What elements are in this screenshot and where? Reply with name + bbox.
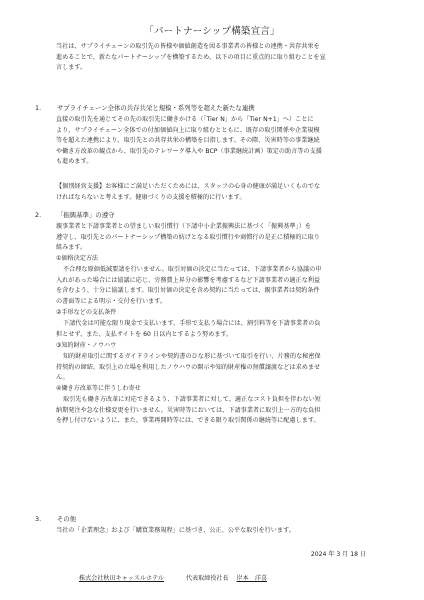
intro-paragraph xyxy=(56,42,326,74)
section-1-heading xyxy=(35,103,255,113)
section-2-heading xyxy=(35,210,115,220)
item-workstyle-line: を押し付けないように、また、事業再開時等には、できる限り取引関係の継続等に配慮します。 xyxy=(56,417,320,425)
section-3-body xyxy=(56,526,295,537)
section-3-number: 3. xyxy=(35,515,42,523)
item-workstyle-body xyxy=(56,395,321,427)
section-1-line: 直接の取引先を通じてその先の取引先に働きかける（「Tier N」から「Tier N+1」へ）ことに xyxy=(56,116,314,123)
section-3-title: その他 xyxy=(57,515,77,523)
intro-line: 当社は、サプライチェーンの取引先の皆様や価値創造を図る事業者の皆様との連携・共存共栄を xyxy=(56,43,320,50)
section-1-note-line: ければならないと考えます。健康づくりの支援を積極的に行います。 xyxy=(56,193,246,201)
section-2-number: 2. xyxy=(35,211,42,219)
section-1-line: 等を超えた連携により、取引先との共存共栄の構築を目指します。その際、災害時等の事業継続 xyxy=(56,137,320,145)
item-workstyle-label: ④働き方改革等に伴うしわ寄せ xyxy=(56,385,141,392)
section-1-note-line: 【個別経営支援】お客様にご満足いただくためには、スタッフの心身の健康が満足いくものでな xyxy=(56,183,321,190)
section-2-body xyxy=(56,222,320,254)
section-2-line: 遵守し、取引先とのパートナーシップ構築の妨げとなる取引慣行や商慣行の是正に積極的に取り xyxy=(56,233,320,241)
section-2-line: 親事業者と下請事業者との望ましい取引慣行（下請中小企業振興法に基づく「振興基準」）を xyxy=(56,223,311,230)
item-price-body xyxy=(56,265,322,307)
section-2-title: 「振興基準」の遵守 xyxy=(57,211,115,219)
representative-title: 代表取締役社長 xyxy=(185,575,229,582)
section-3-heading xyxy=(35,514,76,524)
section-1-line: より、サプライチェーン全体での付加価値向上に取り組むとともに、既存の取引関係や企業規模 xyxy=(56,126,320,134)
item-ip-line: ん。 xyxy=(56,374,69,382)
item-ip-label: ③知的財産・ノウハウ xyxy=(56,342,117,349)
item-payment-line: 下請代金は可能な限り現金で支払います。手形で支払う場合には、割引料等を下請事業者の負 xyxy=(63,320,321,327)
item-price-label: ①価格決定方法 xyxy=(56,255,99,262)
item-price-line: を含むよう、十分に協議します。取引対価の決定を含め契約に当たっては、親事業者は契約条件 xyxy=(56,287,320,295)
item-workstyle-line: 取引先も働き方改革に対応できるよう、下請事業者に対して、適正なコスト負担を伴わない短 xyxy=(63,396,321,403)
item-price-line: の書面等による明示・交付を行います。 xyxy=(56,297,167,305)
section-2-line: 組みます。 xyxy=(56,244,87,252)
intro-line: 進めることで、新たなパートナーシップを構築するため、以下の項目に重点的に取り組むことを宣 xyxy=(56,53,326,61)
item-payment-body xyxy=(56,319,321,340)
section-1-note xyxy=(56,182,320,203)
item-ip-line: 持契約の締結、取引上の立場を利用したノウハウの開示や知的財産権の無償譲渡などは求めませ xyxy=(56,363,321,371)
item-payment-label: ②手形などの支払条件 xyxy=(56,309,117,316)
declaration-date: 2024 年 3 月 18 日 xyxy=(310,551,366,558)
section-1-number: 1. xyxy=(35,104,42,112)
intro-line: 言します。 xyxy=(56,64,87,72)
section-1-line: や働き方改革の観点から、取引先のテレワーク導入や BCP（事業継続計画）策定の助言等の支援 xyxy=(56,147,322,155)
document-title: 「パートナーシップ構築宣言」 xyxy=(144,26,280,37)
section-1-body xyxy=(56,115,322,168)
item-ip-body xyxy=(56,352,321,384)
representative-name: 岸本 洋喜 xyxy=(236,575,268,582)
item-payment-line: 担とせず、また、支払サイトを 60 日以内とするよう努めます。 xyxy=(56,330,233,338)
item-price-line: 入れがあった場合には協議に応じ、労務費上昇分の影響を考慮するなど下請事業者の適正な利益 xyxy=(56,276,321,284)
signature-block xyxy=(79,573,267,582)
section-1-title: サプライチェーン全体の共存共栄と規模・系列等を超えた新たな連携 xyxy=(57,104,255,112)
item-ip-line: 知的財産取引に関するガイドラインや契約書のひな形に基づいて取引を行い、片務的な秘密保 xyxy=(63,353,321,360)
section-1-line: も進めます。 xyxy=(56,158,93,166)
item-price-line: 不合理な原価低減要請を行いません。取引対価の決定に当たっては、下請事業者から協議の申 xyxy=(63,266,322,273)
item-workstyle-line: 納期発注や急な仕様変更を行いません。災害時等においては、下請事業者に取引上一方的な負担 xyxy=(56,406,321,414)
section-3-line: 当社の「企業理念」および「購買業務規程」に基づき、公正、公平な取引を行います。 xyxy=(56,527,295,534)
company-name: 株式会社秋田キャッスルホテル xyxy=(79,575,165,582)
